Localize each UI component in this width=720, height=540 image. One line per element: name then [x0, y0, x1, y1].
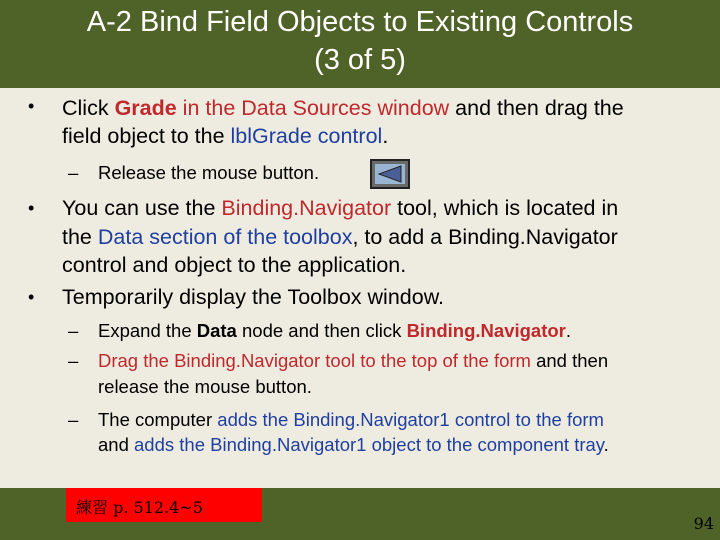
bullet1-sub: Release the mouse button.: [98, 162, 320, 183]
sub2-line2: release the mouse button.: [98, 376, 312, 397]
highlight-drag-tool: Drag the Binding.Navigator tool to the top of the form: [98, 350, 531, 371]
sub3-line2: [98, 434, 609, 456]
text: tool, which is located in: [391, 196, 619, 220]
bullet2-line2: [62, 225, 618, 250]
sub-dash: –: [68, 409, 79, 430]
highlight-data-section: Data section of the toolbox: [97, 225, 353, 249]
exercise-label: 練習 p. 512.4~5: [66, 488, 262, 522]
slide-title-line1: A-2 Bind Field Objects to Existing Controls: [86, 6, 634, 38]
text: .: [603, 434, 609, 455]
text: Click: [62, 96, 115, 120]
bullet-marker: •: [28, 96, 35, 116]
bullet1-line2: [62, 124, 388, 149]
bullet3-line1: Temporarily display the Toolbox window.: [62, 285, 445, 309]
highlight-adds-control: adds the Binding.Navigator1 control to the form: [217, 409, 604, 430]
bullet2-line1: [62, 196, 618, 221]
bullet2-line3: control and object to the application.: [62, 253, 407, 277]
highlight-lblgrade: lblGrade control: [230, 124, 383, 148]
text: the: [62, 225, 98, 249]
text: .: [382, 124, 389, 148]
text: , to add a Binding.Navigator: [352, 225, 618, 249]
sub-dash: –: [68, 350, 79, 371]
page-number: 94: [693, 514, 714, 533]
highlight-grade: Grade: [114, 96, 177, 120]
bullet-marker: •: [28, 198, 35, 218]
bold-data: Data: [196, 320, 237, 341]
text: The computer: [98, 409, 218, 430]
text: and: [98, 434, 135, 455]
bullet-marker: •: [28, 287, 35, 307]
slide-title-line2: (3 of 5): [314, 44, 406, 76]
text: Expand the: [98, 320, 197, 341]
highlight-data-sources: in the Data Sources window: [176, 96, 450, 120]
slide-content: [0, 88, 720, 488]
text: node and then click: [236, 320, 407, 341]
text: and then drag the: [449, 96, 624, 120]
title-bar: [0, 0, 720, 88]
sub2-line1: [98, 350, 608, 372]
bullet1-line1: [62, 96, 624, 121]
highlight-binding-navigator: Binding.Navigator: [221, 196, 392, 220]
text: You can use the: [62, 196, 222, 220]
footer-bar: [0, 488, 720, 540]
text: and then: [530, 350, 609, 371]
highlight-adds-object: adds the Binding.Navigator1 object to the component tray: [134, 434, 604, 455]
text: .: [565, 320, 572, 341]
nav-button-face: [375, 164, 405, 184]
sub-dash: –: [68, 320, 79, 341]
highlight-binding-navigator: Binding.Navigator: [406, 320, 566, 341]
left-arrow-icon: [370, 159, 410, 189]
sub3-line1: [98, 409, 604, 431]
sub1-line1: [98, 320, 571, 342]
text: field object to the: [62, 124, 231, 148]
sub-dash: –: [68, 162, 79, 183]
left-arrow-icon-glyph: [375, 164, 405, 184]
